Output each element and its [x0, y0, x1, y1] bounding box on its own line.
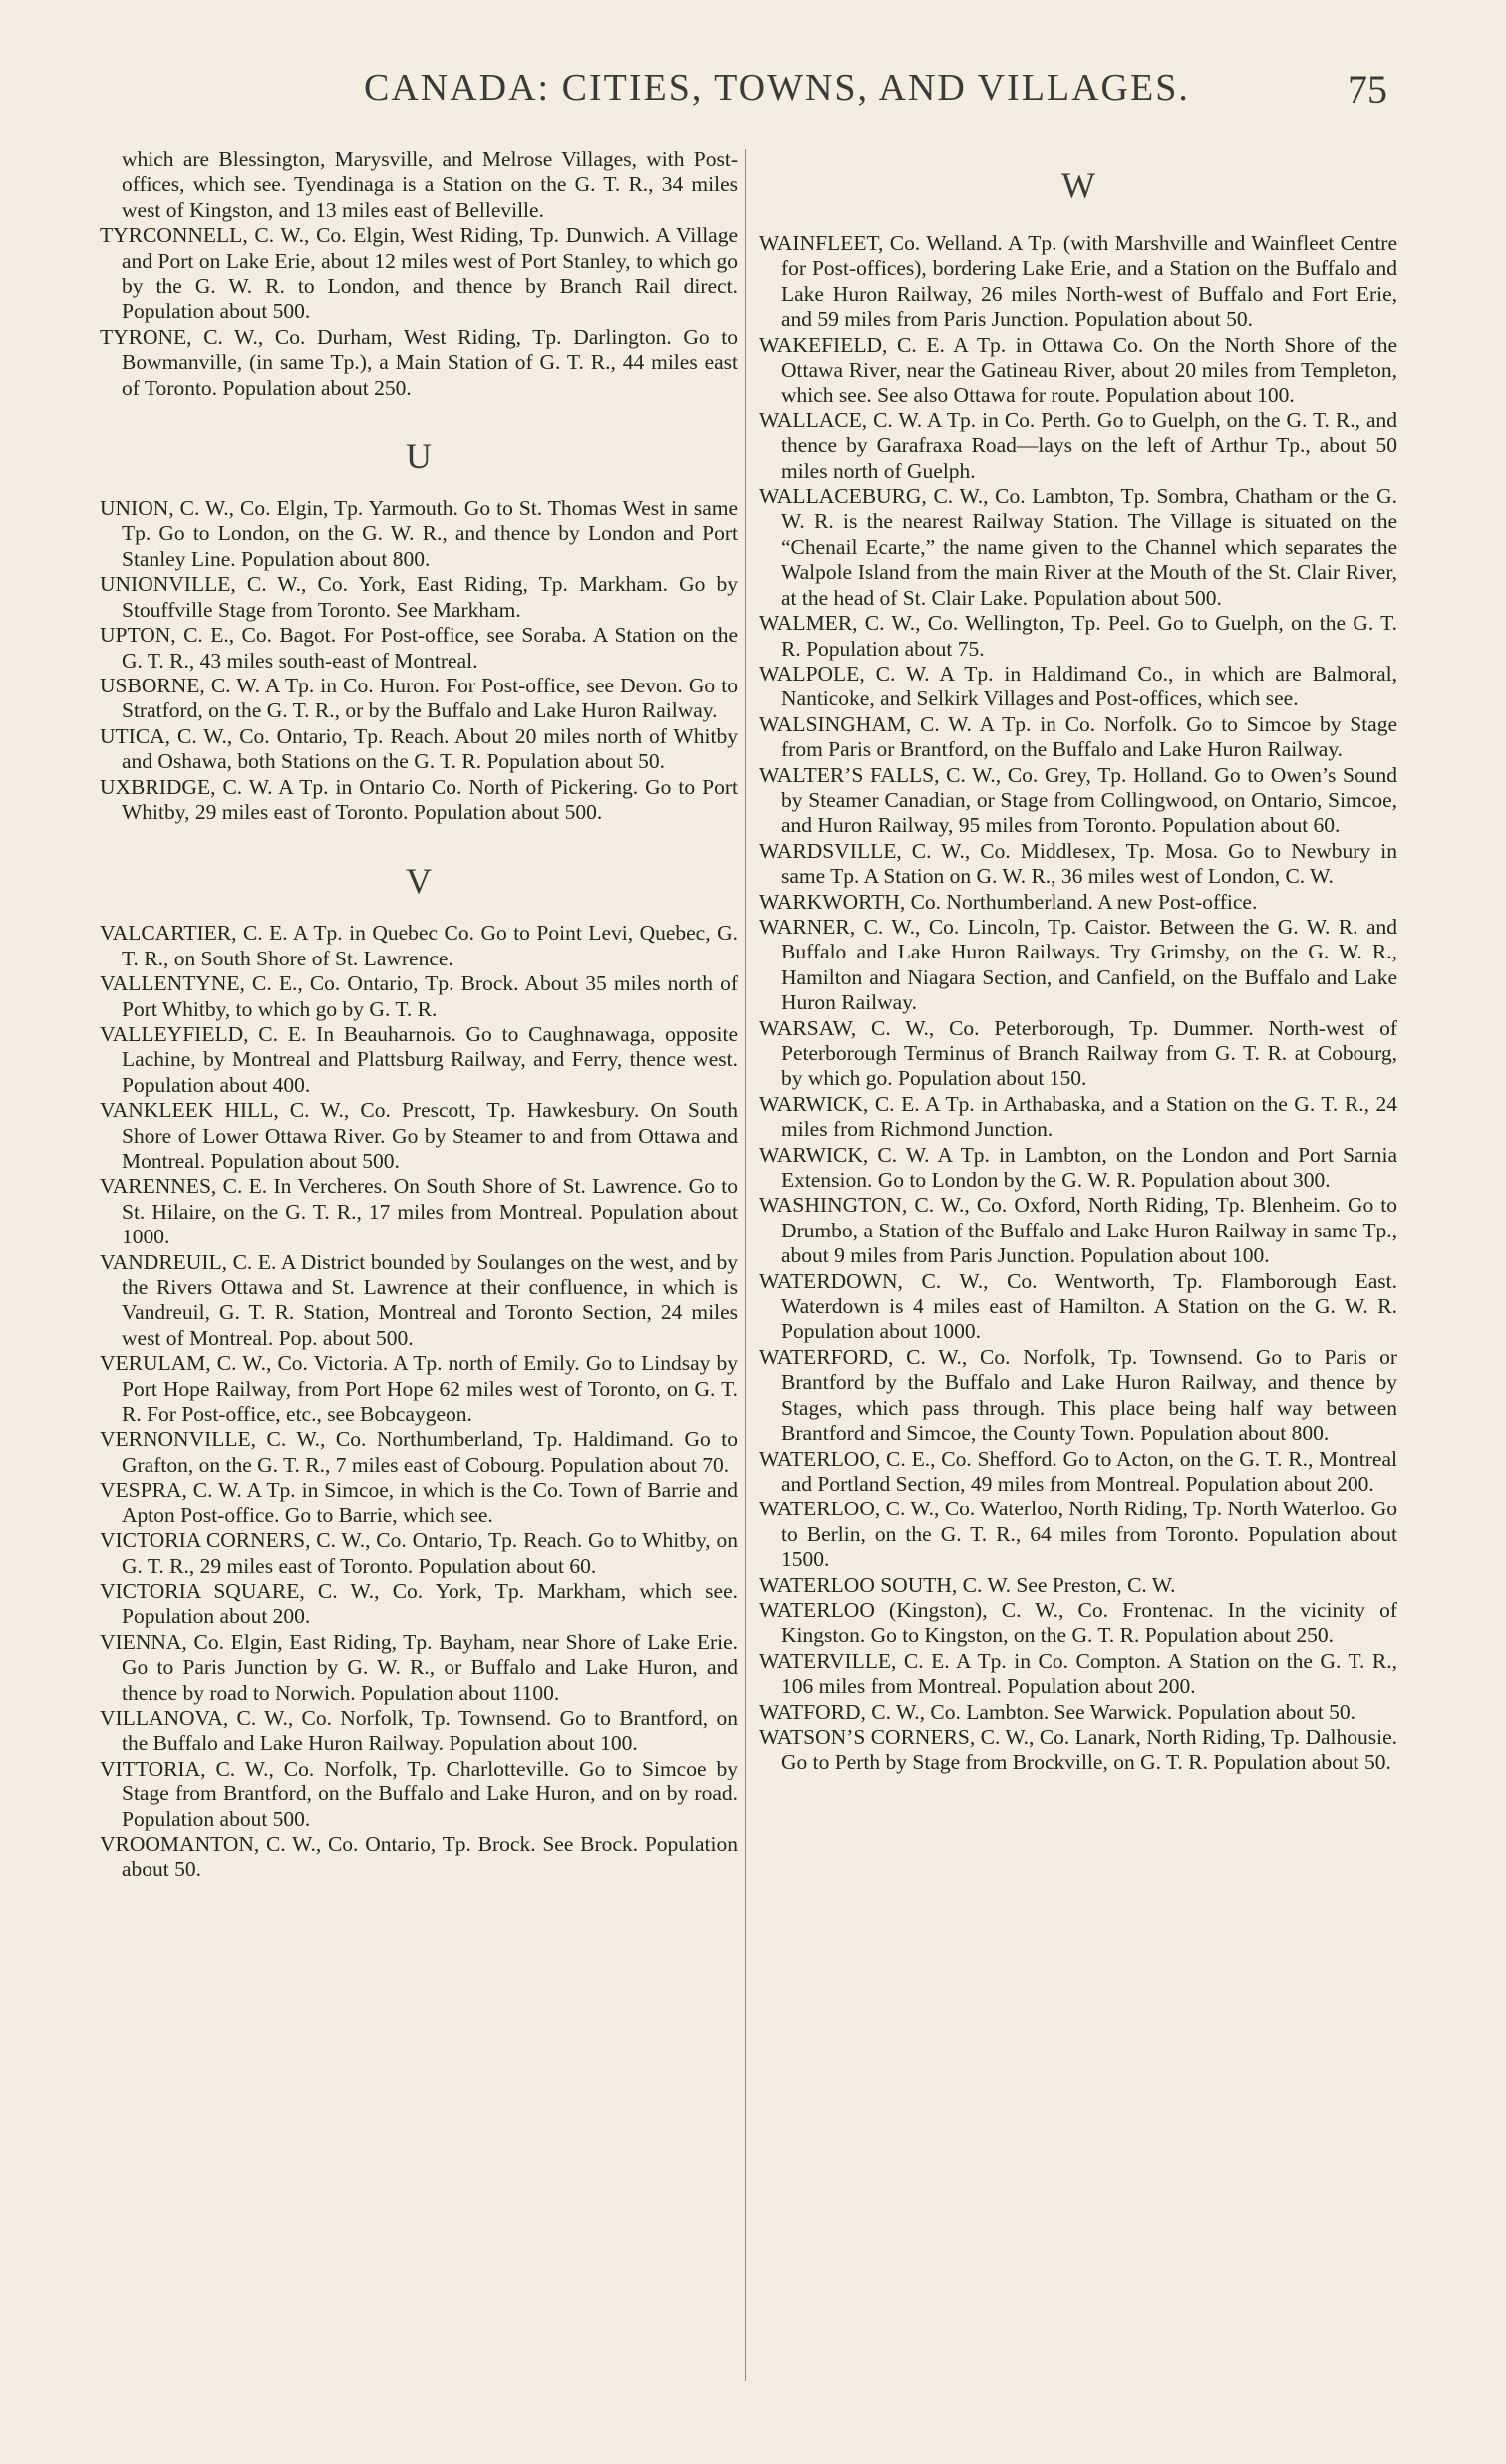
gazetteer-entry: UNIONVILLE, C. W., Co. York, East Riding, Tp. Markham. Go by Stouffville Stage from Toronto. See Markham.	[100, 572, 738, 622]
gazetteer-entry: WARWICK, C. E. A Tp. in Arthabaska, and a Station on the G. T. R., 24 miles from Richmond Junction.	[759, 1091, 1397, 1142]
gazetteer-entry: UXBRIDGE, C. W. A Tp. in Ontario Co. North of Pickering. Go to Port Whitby, 29 miles east of Toronto. Population about 500.	[100, 774, 738, 824]
gazetteer-entry: WALPOLE, C. W. A Tp. in Haldimand Co., in which are Balmoral, Nanticoke, and Selkirk Villages and Post-offices, which see.	[759, 661, 1397, 711]
gazetteer-entry: WAKEFIELD, C. E. A Tp. in Ottawa Co. On the North Shore of the Ottawa River, near the Gatineau River, about 20 miles from Templeton, which see. See also Ottawa for route. Population about 100.	[759, 332, 1397, 408]
gazetteer-entry: UPTON, C. E., Co. Bagot. For Post-office, see Soraba. A Station on the G. T. R., 43 miles south-east of Montreal.	[100, 623, 738, 673]
gazetteer-entry: USBORNE, C. W. A Tp. in Co. Huron. For Post-office, see Devon. Go to Stratford, on the G. T. R., or by the Buffalo and Lake Huron Railway.	[100, 673, 738, 723]
gazetteer-entry: TYRCONNELL, C. W., Co. Elgin, West Riding, Tp. Dunwich. A Village and Port on Lake Erie, about 12 miles west of Port Stanley, to which go by the G. W. R. to London, and thence by Branch Rail direct. Population about 500.	[100, 223, 738, 324]
page-number: 75	[1348, 67, 1387, 112]
gazetteer-entry: WATERVILLE, C. E. A Tp. in Co. Compton. A Station on the G. T. R., 106 miles from Montreal. Population about 200.	[759, 1648, 1397, 1699]
gazetteer-entry: WARSAW, C. W., Co. Peterborough, Tp. Dummer. North-west of Peterborough Terminus of Branch Railway from G. T. R. at Cobourg, by which go. Population about 150.	[759, 1015, 1397, 1091]
continued-entry: which are Blessington, Marysville, and Melrose Villages, with Post-offices, which see. Tyendinaga is a Station on the G. T. R., 34 miles west of Kingston, and 13 miles east of Belleville.	[122, 147, 738, 222]
gazetteer-entry: WATSON’S CORNERS, C. W., Co. Lanark, North Riding, Tp. Dalhousie. Go to Perth by Stage from Brockville, on G. T. R. Population about 50.	[759, 1724, 1397, 1775]
gazetteer-entry: WASHINGTON, C. W., Co. Oxford, North Riding, Tp. Blenheim. Go to Drumbo, a Station of the Buffalo and Lake Huron Railway in same Tp., about 9 miles from Paris Junction. Population about 100.	[759, 1193, 1397, 1268]
right-column	[759, 167, 1397, 1776]
gazetteer-entry: VALLENTYNE, C. E., Co. Ontario, Tp. Brock. About 35 miles north of Port Whitby, to which go by G. T. R.	[100, 971, 738, 1021]
gazetteer-entry: VALLEYFIELD, C. E. In Beauharnois. Go to Caughnawaga, opposite Lachine, by Montreal and Plattsburg Railway, and Ferry, thence west. Population about 400.	[100, 1021, 738, 1097]
gazetteer-entry: WARKWORTH, Co. Northumberland. A new Post-office.	[759, 889, 1258, 914]
gazetteer-entry: VIENNA, Co. Elgin, East Riding, Tp. Bayham, near Shore of Lake Erie. Go to Paris Junction by G. W. R., or Buffalo and Lake Huron, and thence by road to Norwich. Population about 1100.	[100, 1629, 738, 1705]
section-heading-v: V	[406, 861, 432, 902]
gazetteer-entry: VICTORIA CORNERS, C. W., Co. Ontario, Tp. Reach. Go to Whitby, on G. T. R., 29 miles east of Toronto. Population about 60.	[100, 1528, 738, 1578]
column-divider	[745, 149, 746, 2381]
gazetteer-entry: TYRONE, C. W., Co. Durham, West Riding, Tp. Darlington. Go to Bowmanville, (in same Tp.), a Main Station of G. T. R., 44 miles east of Toronto. Population about 250.	[100, 324, 738, 400]
gazetteer-entry: WALLACE, C. W. A Tp. in Co. Perth. Go to Guelph, on the G. T. R., and thence by Garafraxa Road—lays on the left of Arthur Tp., about 50 miles north of Guelph.	[759, 408, 1397, 483]
gazetteer-entry: VESPRA, C. W. A Tp. in Simcoe, in which is the Co. Town of Barrie and Apton Post-office. Go to Barrie, which see.	[100, 1478, 738, 1527]
section-heading-w: W	[1061, 165, 1095, 205]
gazetteer-entry: VITTORIA, C. W., Co. Norfolk, Tp. Charlotteville. Go to Simcoe by Stage from Brantford, on the Buffalo and Lake Huron, and on by road. Population about 500.	[100, 1756, 738, 1831]
running-header	[0, 66, 1506, 116]
gazetteer-entry: WATERLOO, C. W., Co. Waterloo, North Riding, Tp. North Waterloo. Go to Berlin, on the G. T. R., 64 miles from Toronto. Population about 1500.	[759, 1497, 1397, 1572]
gazetteer-entry: VILLANOVA, C. W., Co. Norfolk, Tp. Townsend. Go to Brantford, on the Buffalo and Lake Huron Railway. Population about 100.	[100, 1705, 738, 1756]
gazetteer-entry: WALTER’S FALLS, C. W., Co. Grey, Tp. Holland. Go to Owen’s Sound by Steamer Canadian, or Stage from Collingwood, on Ontario, Simcoe, and Huron Railway, 95 miles from Toronto. Population about 60.	[759, 762, 1397, 838]
gazetteer-entry: VALCARTIER, C. E. A Tp. in Quebec Co. Go to Point Levi, Quebec, G. T. R., on South Shore of St. Lawrence.	[100, 921, 738, 970]
gazetteer-entry: WATERFORD, C. W., Co. Norfolk, Tp. Townsend. Go to Paris or Brantford by the Buffalo and Lake Huron Railway, and thence by Stages, which pass through. This place being half way between Brantford and Simcoe, the County Town. Population about 800.	[759, 1344, 1397, 1446]
gazetteer-entry: VERNONVILLE, C. W., Co. Northumberland, Tp. Haldimand. Go to Grafton, on the G. T. R., 7 miles east of Cobourg. Population about 70.	[100, 1427, 738, 1477]
gazetteer-entry: WATFORD, C. W., Co. Lambton. See Warwick. Population about 50.	[759, 1699, 1356, 1724]
gazetteer-entry: WATERLOO (Kingston), C. W., Co. Frontenac. In the vicinity of Kingston. Go to Kingston, on the G. T. R. Population about 250.	[759, 1597, 1397, 1648]
gazetteer-entry: WATERLOO SOUTH, C. W. See Preston, C. W.	[759, 1572, 1176, 1597]
gazetteer-entry: VERULAM, C. W., Co. Victoria. A Tp. north of Emily. Go to Lindsay by Port Hope Railway, from Port Hope 62 miles west of Toronto, on G. T. R. For Post-office, etc., see Bobcaygeon.	[100, 1351, 738, 1427]
gazetteer-entry: UNION, C. W., Co. Elgin, Tp. Yarmouth. Go to St. Thomas West in same Tp. Go to London, on the G. W. R., and thence by London and Port Stanley Line. Population about 800.	[100, 496, 738, 571]
gazetteer-entry: VANKLEEK HILL, C. W., Co. Prescott, Tp. Hawkesbury. On South Shore of Lower Ottawa River. Go by Steamer to and from Ottawa and Montreal. Population about 500.	[100, 1098, 738, 1173]
gazetteer-entry: VICTORIA SQUARE, C. W., Co. York, Tp. Markham, which see. Population about 200.	[100, 1578, 738, 1629]
gazetteer-entry: WALLACEBURG, C. W., Co. Lambton, Tp. Sombra, Chatham or the G. W. R. is the nearest Railway Station. The Village is situated on the “Chenail Ecarte,” the name given to the Channel which separates the Walpole Island from the main River at the Mouth of the St. Clair River, at the head of St. Clair Lake. Population about 500.	[759, 484, 1397, 610]
gazetteer-entry: UTICA, C. W., Co. Ontario, Tp. Reach. About 20 miles north of Whitby and Oshawa, both Stations on the G. T. R. Population about 50.	[100, 723, 738, 774]
gazetteer-entry: WALMER, C. W., Co. Wellington, Tp. Peel. Go to Guelph, on the G. T. R. Population about 75.	[759, 611, 1397, 661]
gazetteer-entry: WATERLOO, C. E., Co. Shefford. Go to Acton, on the G. T. R., Montreal and Portland Section, 49 miles from Montreal. Population about 200.	[759, 1446, 1397, 1496]
gazetteer-entry: WARNER, C. W., Co. Lincoln, Tp. Caistor. Between the G. W. R. and Buffalo and Lake Huron Railways. Try Grimsby, on the G. W. R., Hamilton and Niagara Section, and Canfield, on the Buffalo and Lake Huron Railway.	[759, 914, 1397, 1015]
gazetteer-entry: WALSINGHAM, C. W. A Tp. in Co. Norfolk. Go to Simcoe by Stage from Paris or Brantford, on the Buffalo and Lake Huron Railway.	[759, 711, 1397, 762]
gazetteer-entry: WAINFLEET, Co. Welland. A Tp. (with Marshville and Wainfleet Centre for Post-offices), bordering Lake Erie, and a Station on the Buffalo and Lake Huron Railway, 26 miles North-west of Buffalo and Fort Erie, and 59 miles from Paris Junction. Population about 50.	[759, 231, 1397, 332]
page-title: CANADA: CITIES, TOWNS, AND VILLAGES.	[364, 67, 1190, 109]
gazetteer-entry: VARENNES, C. E. In Vercheres. On South Shore of St. Lawrence. Go to St. Hilaire, on the G. T. R., 17 miles from Montreal. Population about 1000.	[100, 1174, 738, 1249]
section-heading-u: U	[406, 436, 432, 477]
gazetteer-entry: WATERDOWN, C. W., Co. Wentworth, Tp. Flamborough East. Waterdown is 4 miles east of Hamilton. A Station on the G. W. R. Population about 1000.	[759, 1268, 1397, 1344]
left-column	[100, 147, 738, 1883]
gazetteer-entry: WARDSVILLE, C. W., Co. Middlesex, Tp. Mosa. Go to Newbury in same Tp. A Station on G. W. R., 36 miles west of London, C. W.	[759, 838, 1397, 889]
gazetteer-entry: WARWICK, C. W. A Tp. in Lambton, on the London and Port Sarnia Extension. Go to London by the G. W. R. Population about 300.	[759, 1142, 1397, 1193]
gazetteer-entry: VROOMANTON, C. W., Co. Ontario, Tp. Brock. See Brock. Population about 50.	[100, 1831, 738, 1882]
gazetteer-entry: VANDREUIL, C. E. A District bounded by Soulanges on the west, and by the Rivers Ottawa and St. Lawrence at their confluence, in which is Vandreuil, G. T. R. Station, Montreal and Toronto Section, 24 miles west of Montreal. Pop. about 500.	[100, 1249, 738, 1350]
